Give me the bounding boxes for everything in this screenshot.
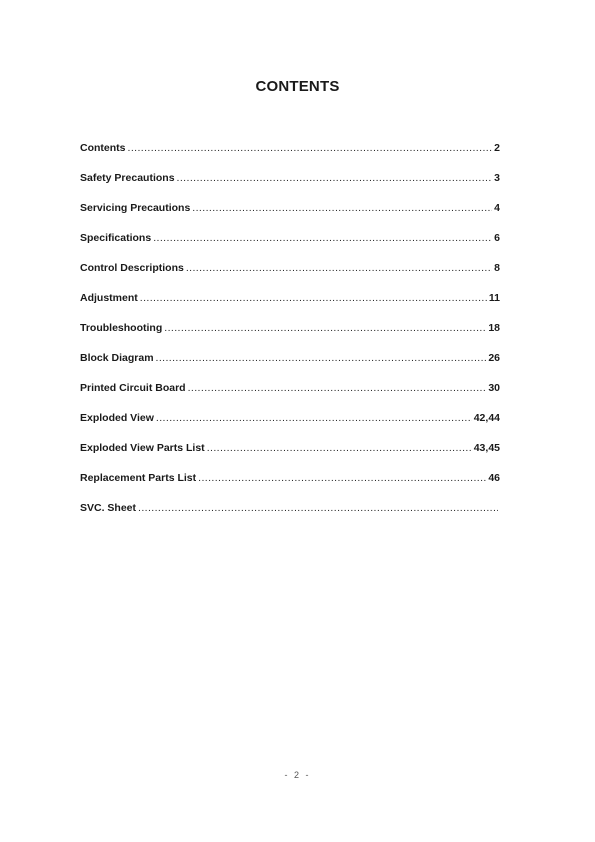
- toc-leader-dots: [138, 502, 498, 514]
- toc-entry-exploded-view[interactable]: [80, 412, 500, 442]
- toc-entry-block-diagram[interactable]: [80, 352, 500, 382]
- table-of-contents: [80, 142, 500, 532]
- toc-entry-troubleshooting[interactable]: [80, 322, 500, 352]
- toc-entry-page: 4: [494, 202, 500, 214]
- toc-entry-label: Safety Precautions: [80, 172, 175, 184]
- toc-entry-page: 30: [488, 382, 500, 394]
- toc-entry-page: 8: [494, 262, 500, 274]
- toc-entry-printed-circuit-board[interactable]: [80, 382, 500, 412]
- toc-leader-dots: [156, 412, 472, 424]
- page-number-footer: - 2 -: [284, 770, 311, 780]
- toc-entry-contents[interactable]: [80, 142, 500, 172]
- toc-entry-control-descriptions[interactable]: [80, 262, 500, 292]
- toc-entry-safety-precautions[interactable]: [80, 172, 500, 202]
- toc-entry-page: 26: [488, 352, 500, 364]
- toc-entry-adjustment[interactable]: [80, 292, 500, 322]
- toc-leader-dots: [140, 292, 487, 304]
- toc-leader-dots: [188, 382, 487, 394]
- toc-entry-page: 42,44: [473, 412, 500, 424]
- toc-leader-dots: [156, 352, 487, 364]
- toc-leader-dots: [128, 142, 493, 154]
- toc-leader-dots: [198, 472, 486, 484]
- toc-entry-exploded-view-parts-list[interactable]: [80, 442, 500, 472]
- toc-entry-label: Specifications: [80, 232, 152, 244]
- toc-entry-svc-sheet[interactable]: [80, 502, 500, 532]
- toc-entry-label: Control Descriptions: [80, 262, 184, 274]
- toc-entry-page: 18: [488, 322, 500, 334]
- toc-entry-page: 3: [494, 172, 500, 184]
- toc-leader-dots: [186, 262, 492, 274]
- toc-entry-label: Troubleshooting: [80, 322, 163, 334]
- toc-entry-servicing-precautions[interactable]: [80, 202, 500, 232]
- toc-entry-label: Replacement Parts List: [80, 472, 197, 484]
- toc-entry-specifications[interactable]: [80, 232, 500, 262]
- toc-entry-label: Exploded View Parts List: [80, 442, 205, 454]
- toc-entry-label: SVC. Sheet: [80, 502, 137, 514]
- toc-entry-label: Exploded View: [80, 412, 154, 424]
- toc-entry-label: Printed Circuit Board: [80, 382, 186, 394]
- toc-entry-label: Adjustment: [80, 292, 138, 304]
- toc-leader-dots: [153, 232, 492, 244]
- toc-entry-page: 6: [494, 232, 500, 244]
- toc-leader-dots: [177, 172, 493, 184]
- toc-leader-dots: [164, 322, 486, 334]
- toc-leader-dots: [207, 442, 472, 454]
- toc-entry-page: 2: [494, 142, 500, 154]
- toc-entry-page: 46: [488, 472, 500, 484]
- toc-leader-dots: [192, 202, 492, 214]
- toc-entry-label: Block Diagram: [80, 352, 154, 364]
- page-title: CONTENTS: [255, 78, 340, 95]
- toc-entry-page: 11: [488, 292, 500, 304]
- toc-entry-replacement-parts-list[interactable]: [80, 472, 500, 502]
- toc-entry-label: Contents: [80, 142, 126, 154]
- toc-entry-label: Servicing Precautions: [80, 202, 191, 214]
- toc-entry-page: 43,45: [473, 442, 500, 454]
